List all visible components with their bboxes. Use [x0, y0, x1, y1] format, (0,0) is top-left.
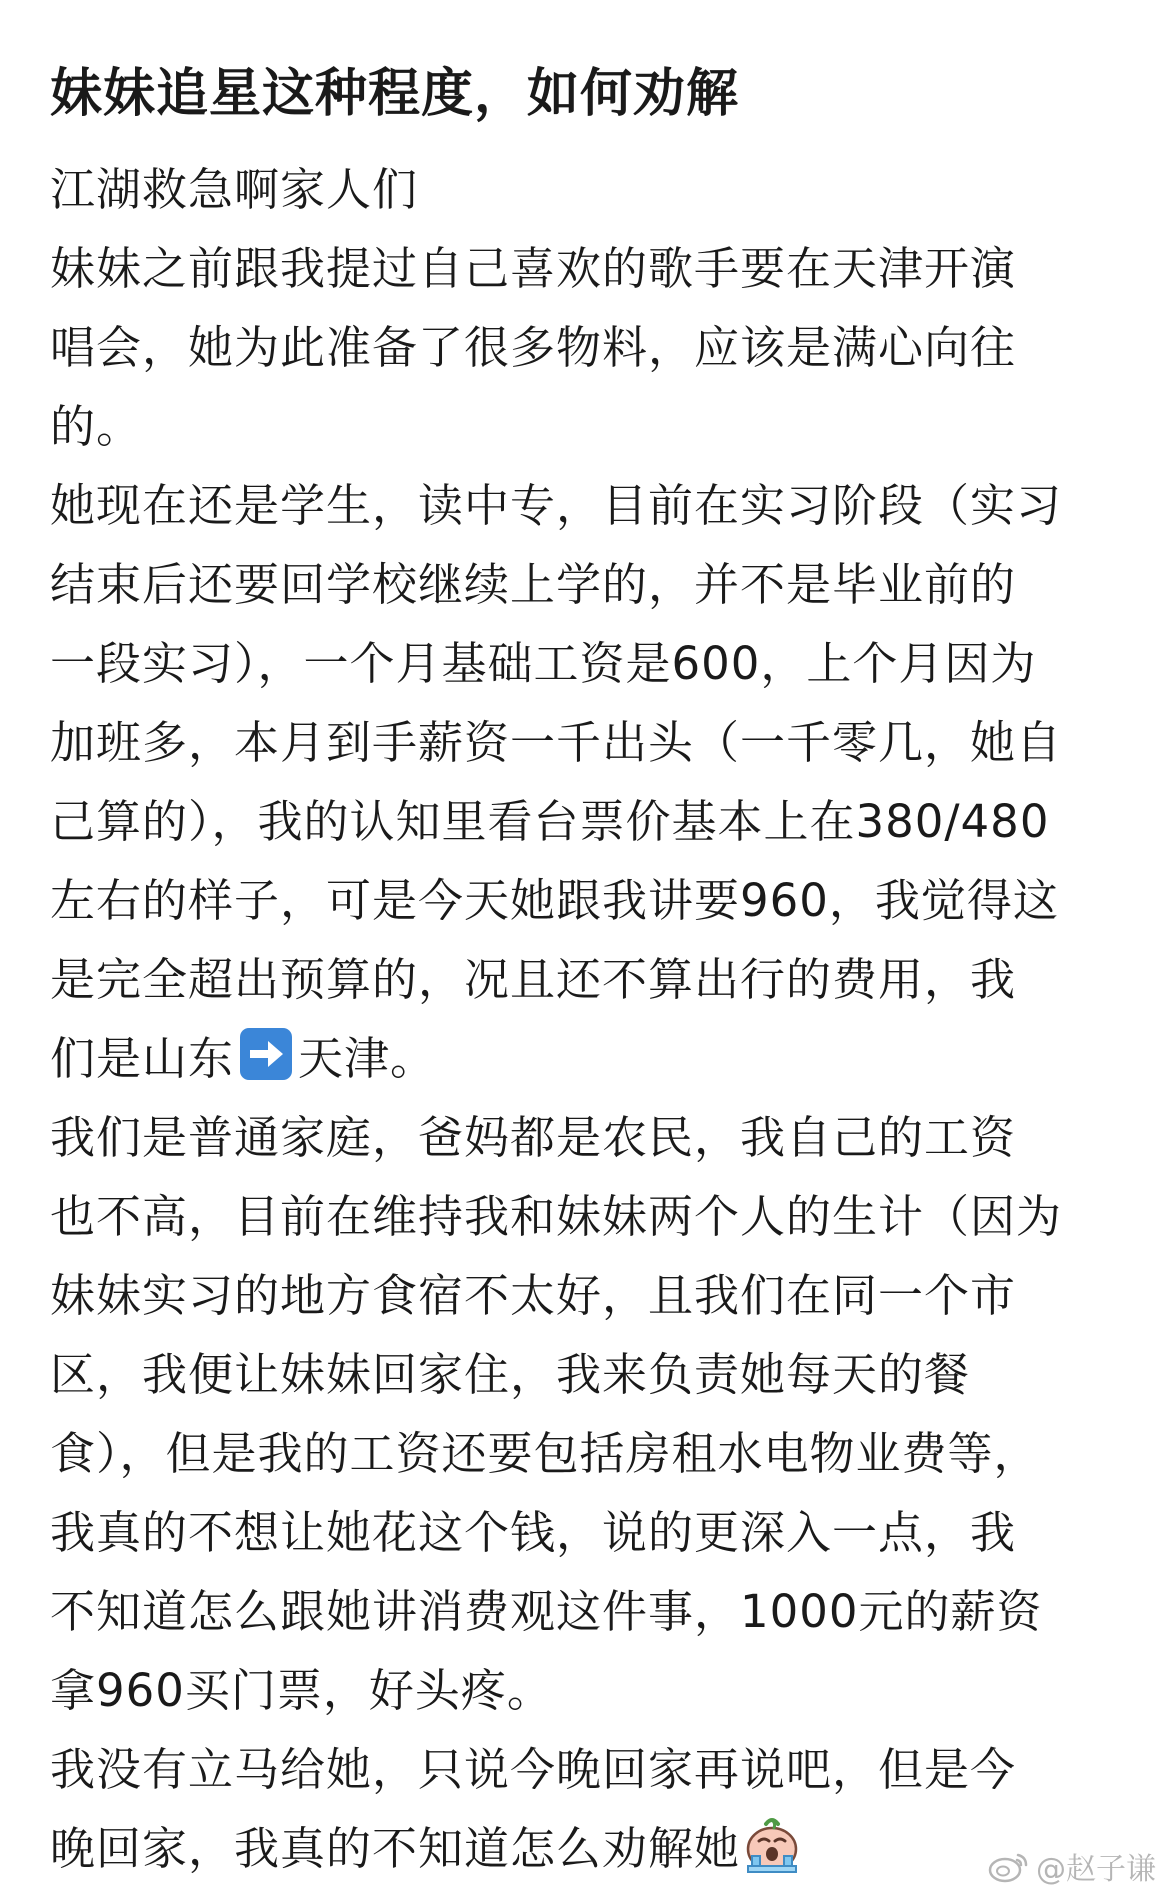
text-line: 妹妹实习的地方食宿不太好，且我们在同一个市 — [50, 1269, 1017, 1322]
crying-face-icon — [742, 1814, 802, 1874]
right-arrow-icon — [238, 1026, 294, 1082]
text-line: 食），但是我的工资还要包括房租水电物业费等， — [50, 1427, 1040, 1480]
watermark — [988, 1844, 1156, 1888]
text-line: 妹妹之前跟我提过自己喜欢的歌手要在天津开演 — [50, 242, 1017, 295]
post-title: 妹妹追星这种程度，如何劝解 — [50, 64, 740, 124]
text-line: 我们是普通家庭，爸妈都是农民，我自己的工资 — [50, 1111, 1017, 1164]
text-line: 结束后还要回学校继续上学的，并不是毕业前的 — [50, 558, 1017, 611]
text-segment: 晚回家，我真的不知道怎么劝解她 — [50, 1822, 741, 1875]
text-line: 一段实习），一个月基础工资是600，上个月因为 — [50, 637, 1037, 690]
text-line: 是完全超出预算的，况且还不算出行的费用，我 — [50, 953, 1017, 1006]
text-line: 也不高，目前在维持我和妹妹两个人的生计（因为 — [50, 1190, 1063, 1243]
text-segment: 天津。 — [298, 1032, 437, 1085]
text-line: 区，我便让妹妹回家住，我来负责她每天的餐 — [50, 1348, 971, 1401]
watermark-text: @赵子谦 — [1036, 1852, 1156, 1887]
text-line-with-arrow — [50, 1019, 1130, 1098]
text-line: 我没有立马给她，只说今晚回家再说吧，但是今 — [50, 1743, 1017, 1796]
text-line: 我真的不想让她花这个钱，说的更深入一点，我 — [50, 1506, 1017, 1559]
text-line: 左右的样子，可是今天她跟我讲要960，我觉得这 — [50, 874, 1059, 927]
text-segment: 们是山东 — [50, 1032, 235, 1085]
text-line: 的。 — [50, 400, 143, 453]
post-body — [50, 150, 1130, 1888]
text-line: 不知道怎么跟她讲消费观这件事，1000元的薪资 — [50, 1585, 1043, 1638]
text-line: 加班多，本月到手薪资一千出头（一千零几，她自 — [50, 716, 1063, 769]
text-line: 她现在还是学生，读中专，目前在实习阶段（实习 — [50, 479, 1063, 532]
text-line: 江湖救急啊家人们 — [50, 163, 419, 216]
text-line: 唱会，她为此准备了很多物料，应该是满心向往 — [50, 321, 1017, 374]
text-line: 己算的），我的认知里看台票价基本上在380/480 — [50, 795, 1050, 848]
weibo-logo-icon — [988, 1849, 1030, 1883]
text-line-with-emoji — [50, 1809, 1130, 1888]
text-line: 拿960买门票，好头疼。 — [50, 1664, 553, 1717]
